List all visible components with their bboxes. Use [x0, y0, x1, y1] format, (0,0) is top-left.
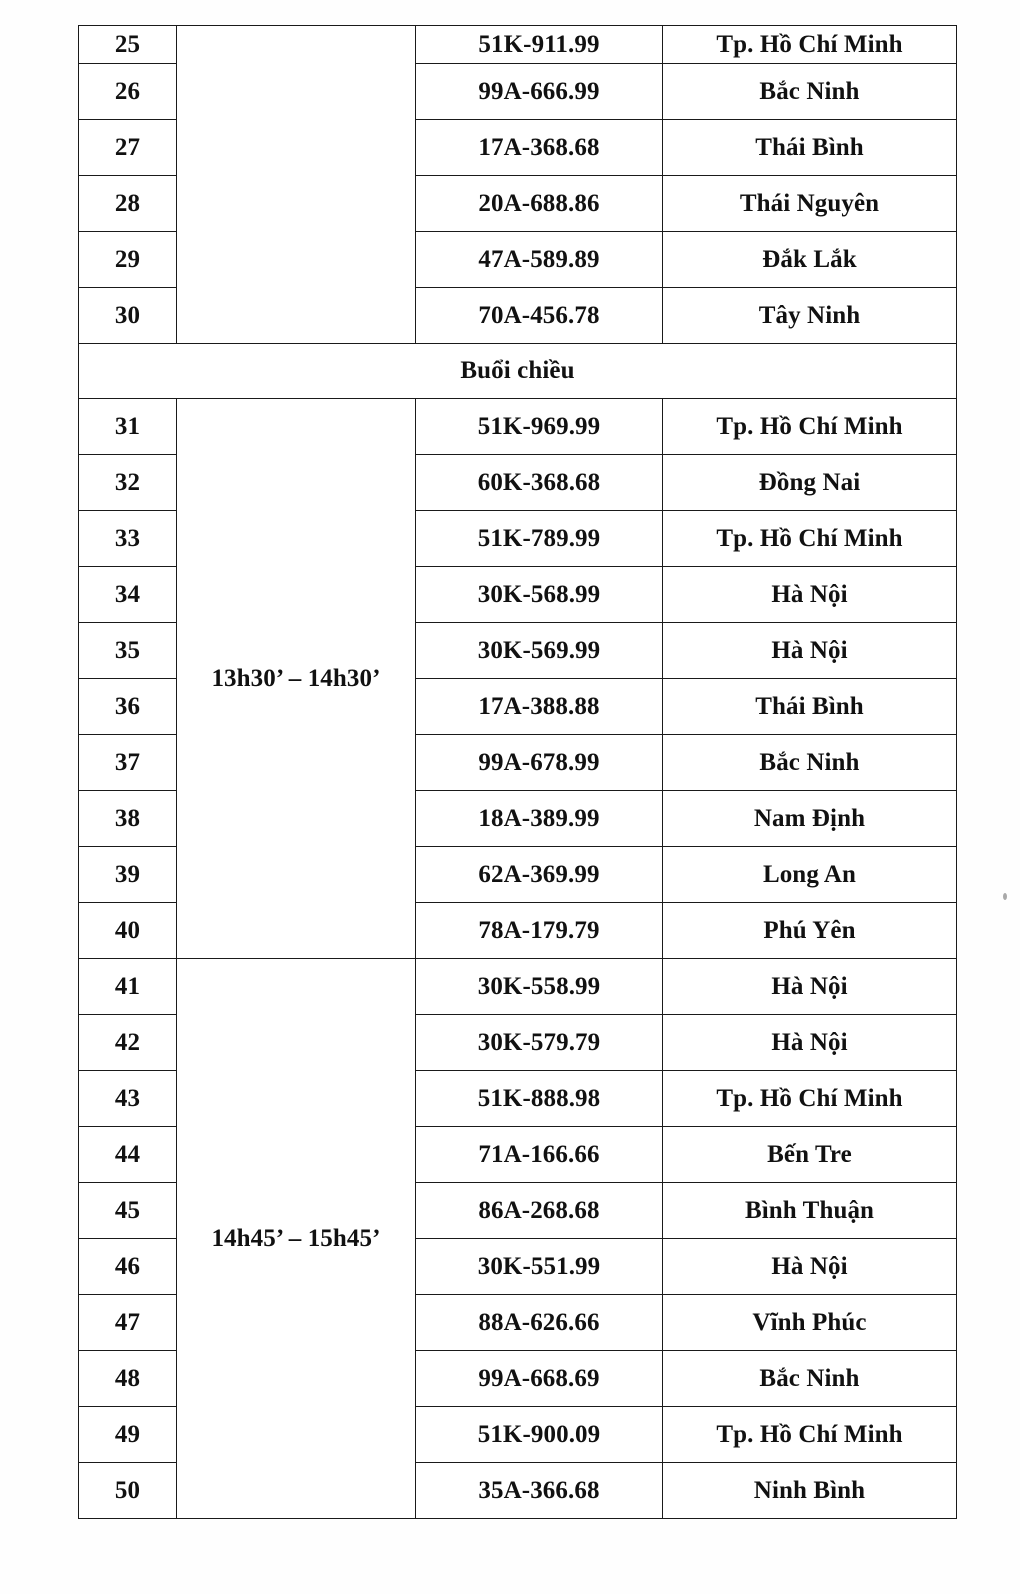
province-cell: Đồng Nai: [663, 455, 957, 511]
province-cell: Tây Ninh: [663, 288, 957, 344]
province-cell: Hà Nội: [663, 959, 957, 1015]
plate-number-cell: 99A-678.99: [416, 735, 663, 791]
plate-number-cell: 78A-179.79: [416, 903, 663, 959]
section-banner-label: Buổi chiều: [79, 344, 957, 399]
province-cell: Bắc Ninh: [663, 735, 957, 791]
plate-number-cell: 35A-366.68: [416, 1463, 663, 1519]
province-cell: Tp. Hồ Chí Minh: [663, 26, 957, 64]
time-slot-cell-morning: [177, 26, 416, 344]
row-number-cell: 40: [79, 903, 177, 959]
plate-number-cell: 17A-388.88: [416, 679, 663, 735]
province-cell: Tp. Hồ Chí Minh: [663, 511, 957, 567]
row-number-cell: 31: [79, 399, 177, 455]
row-number-cell: 39: [79, 847, 177, 903]
plate-number-cell: 51K-888.98: [416, 1071, 663, 1127]
row-number-cell: 45: [79, 1183, 177, 1239]
plate-number-cell: 51K-789.99: [416, 511, 663, 567]
table-body: [79, 26, 957, 1519]
province-cell: Hà Nội: [663, 1015, 957, 1071]
plate-number-cell: 99A-666.99: [416, 64, 663, 120]
row-number-cell: 25: [79, 26, 177, 64]
province-cell: Nam Định: [663, 791, 957, 847]
row-number-cell: 32: [79, 455, 177, 511]
plate-number-cell: 30K-558.99: [416, 959, 663, 1015]
plate-number-cell: 51K-969.99: [416, 399, 663, 455]
province-cell: Tp. Hồ Chí Minh: [663, 399, 957, 455]
row-number-cell: 43: [79, 1071, 177, 1127]
province-cell: Bắc Ninh: [663, 64, 957, 120]
row-number-cell: 27: [79, 120, 177, 176]
time-slot-cell-afternoon-1: 13h30’ – 14h30’: [177, 399, 416, 959]
row-number-cell: 44: [79, 1127, 177, 1183]
row-number-cell: 28: [79, 176, 177, 232]
province-cell: Bến Tre: [663, 1127, 957, 1183]
province-cell: Hà Nội: [663, 623, 957, 679]
plate-auction-table: [78, 25, 957, 1519]
province-cell: Thái Nguyên: [663, 176, 957, 232]
time-slot-cell-afternoon-2: 14h45’ – 15h45’: [177, 959, 416, 1519]
plate-number-cell: 51K-900.09: [416, 1407, 663, 1463]
plate-number-cell: 17A-368.68: [416, 120, 663, 176]
plate-number-cell: 99A-668.69: [416, 1351, 663, 1407]
row-number-cell: 26: [79, 64, 177, 120]
province-cell: Thái Bình: [663, 120, 957, 176]
plate-number-cell: 20A-688.86: [416, 176, 663, 232]
row-number-cell: 33: [79, 511, 177, 567]
plate-number-cell: 86A-268.68: [416, 1183, 663, 1239]
section-header-row: [79, 344, 957, 399]
plate-number-cell: 30K-551.99: [416, 1239, 663, 1295]
plate-number-cell: 30K-568.99: [416, 567, 663, 623]
plate-number-cell: 60K-368.68: [416, 455, 663, 511]
row-number-cell: 37: [79, 735, 177, 791]
province-cell: Thái Bình: [663, 679, 957, 735]
row-number-cell: 47: [79, 1295, 177, 1351]
plate-number-cell: 88A-626.66: [416, 1295, 663, 1351]
row-number-cell: 50: [79, 1463, 177, 1519]
province-cell: Tp. Hồ Chí Minh: [663, 1071, 957, 1127]
province-cell: Long An: [663, 847, 957, 903]
province-cell: Ninh Bình: [663, 1463, 957, 1519]
scan-artifact-speck: [1003, 893, 1007, 900]
province-cell: Hà Nội: [663, 1239, 957, 1295]
plate-number-cell: 62A-369.99: [416, 847, 663, 903]
plate-number-cell: 47A-589.89: [416, 232, 663, 288]
row-number-cell: 48: [79, 1351, 177, 1407]
table-row: [79, 959, 957, 1015]
province-cell: Bình Thuận: [663, 1183, 957, 1239]
province-cell: Hà Nội: [663, 567, 957, 623]
row-number-cell: 30: [79, 288, 177, 344]
row-number-cell: 46: [79, 1239, 177, 1295]
row-number-cell: 42: [79, 1015, 177, 1071]
plate-number-cell: 30K-579.79: [416, 1015, 663, 1071]
plate-number-cell: 71A-166.66: [416, 1127, 663, 1183]
row-number-cell: 41: [79, 959, 177, 1015]
row-number-cell: 34: [79, 567, 177, 623]
plate-number-cell: 51K-911.99: [416, 26, 663, 64]
plate-number-cell: 30K-569.99: [416, 623, 663, 679]
row-number-cell: 35: [79, 623, 177, 679]
row-number-cell: 38: [79, 791, 177, 847]
table-row: [79, 399, 957, 455]
table-row: [79, 26, 957, 64]
row-number-cell: 49: [79, 1407, 177, 1463]
province-cell: Bắc Ninh: [663, 1351, 957, 1407]
province-cell: Đắk Lắk: [663, 232, 957, 288]
row-number-cell: 36: [79, 679, 177, 735]
province-cell: Phú Yên: [663, 903, 957, 959]
plate-number-cell: 18A-389.99: [416, 791, 663, 847]
province-cell: Vĩnh Phúc: [663, 1295, 957, 1351]
province-cell: Tp. Hồ Chí Minh: [663, 1407, 957, 1463]
row-number-cell: 29: [79, 232, 177, 288]
plate-number-cell: 70A-456.78: [416, 288, 663, 344]
